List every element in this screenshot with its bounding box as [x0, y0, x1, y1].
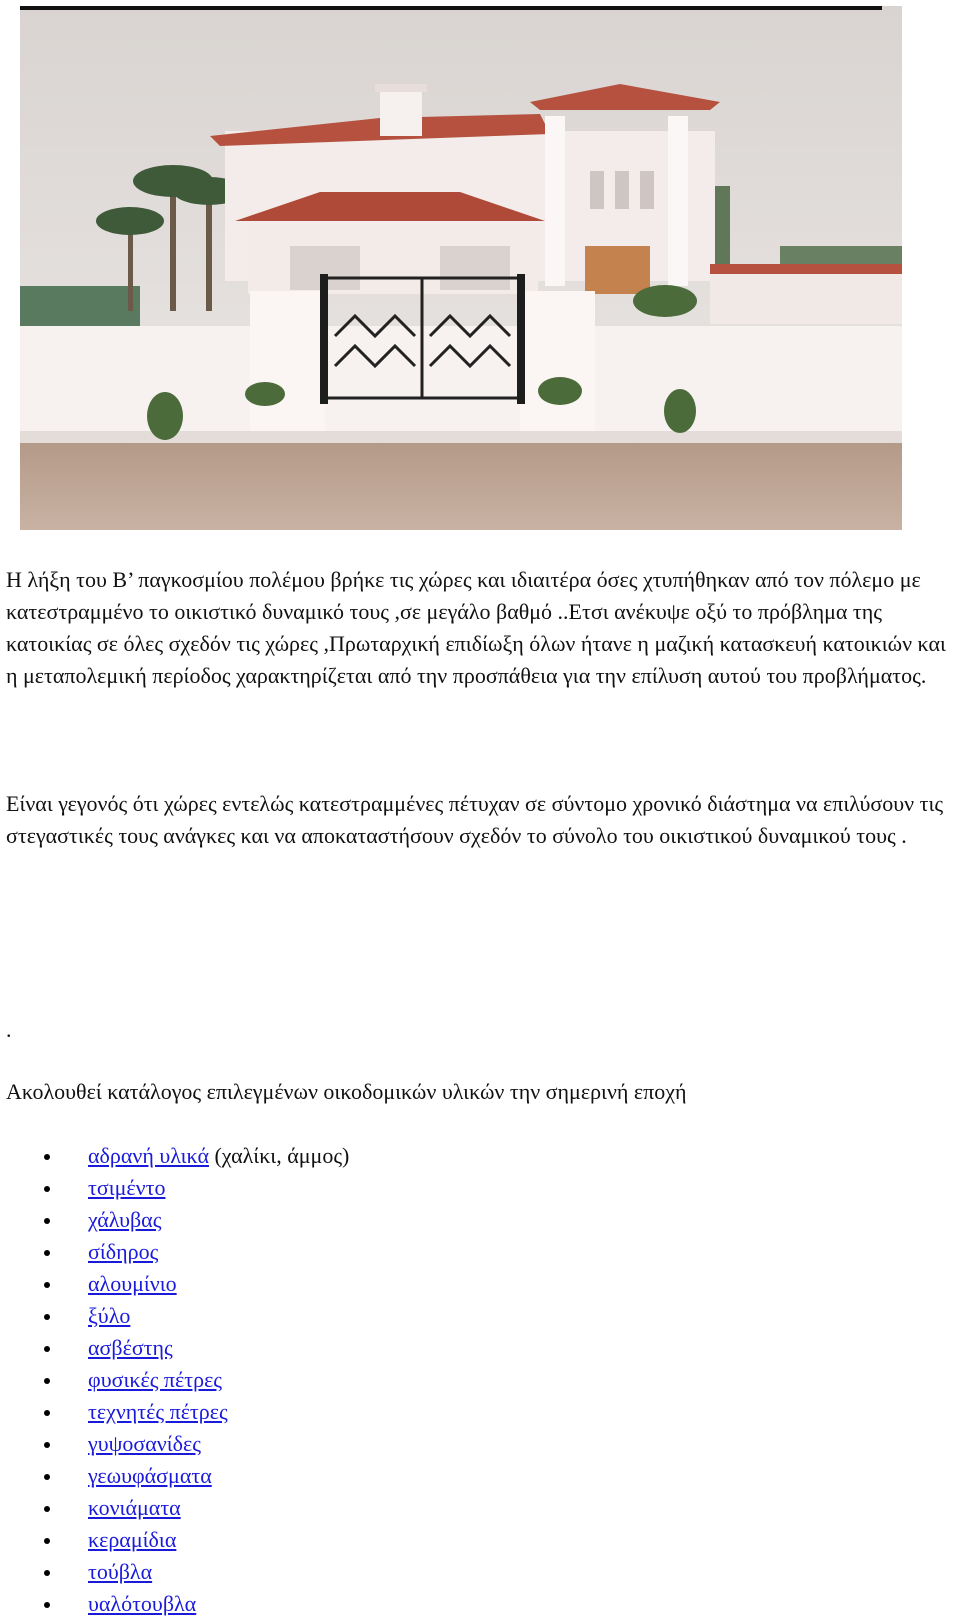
list-item	[0, 1428, 349, 1460]
list-item	[0, 1556, 349, 1588]
list-item	[0, 1332, 349, 1364]
list-item	[0, 1204, 349, 1236]
bullet-icon	[44, 1378, 50, 1384]
bullet-icon	[44, 1314, 50, 1320]
material-link[interactable]: κεραμίδια	[88, 1527, 177, 1552]
list-item	[0, 1588, 349, 1620]
list-item	[0, 1268, 349, 1300]
material-link[interactable]: φυσικές πέτρες	[88, 1367, 223, 1392]
list-item	[0, 1300, 349, 1332]
material-note: (χαλίκι, άμμος)	[208, 1143, 350, 1168]
list-item	[0, 1492, 349, 1524]
house-photo	[20, 6, 902, 530]
bullet-icon	[44, 1282, 50, 1288]
list-item	[0, 1236, 349, 1268]
bullet-icon	[44, 1218, 50, 1224]
material-link[interactable]: ασβέστης	[88, 1335, 173, 1360]
bullet-icon	[44, 1506, 50, 1512]
bullet-icon	[44, 1474, 50, 1480]
bullet-icon	[44, 1346, 50, 1352]
material-link[interactable]: χάλυβας	[88, 1207, 162, 1232]
bullet-icon	[44, 1602, 50, 1608]
paragraph-reconstruction: Είναι γεγονός ότι χώρες εντελώς κατεστραμμένες πέτυχαν σε σύντομο χρονικό διάστημα να επιλύσουν τις στεγαστικές τους ανάγκες και να αποκαταστήσουν σχεδόν το σύνολο του οικιστικού δυναμικού τους .	[6, 791, 944, 848]
material-link[interactable]: γυψοσανίδες	[88, 1431, 201, 1456]
bullet-icon	[44, 1538, 50, 1544]
material-link[interactable]: αλουμίνιο	[88, 1271, 177, 1296]
bullet-icon	[44, 1154, 50, 1160]
materials-list	[0, 1140, 349, 1620]
separator-dot: .	[6, 1017, 12, 1042]
material-link[interactable]: ξύλο	[88, 1303, 131, 1328]
bullet-icon	[44, 1442, 50, 1448]
bullet-icon	[44, 1410, 50, 1416]
list-item	[0, 1396, 349, 1428]
material-link[interactable]: υαλότουβλα	[88, 1591, 197, 1616]
bullet-icon	[44, 1570, 50, 1576]
bullet-icon	[44, 1250, 50, 1256]
list-item	[0, 1364, 349, 1396]
material-link[interactable]: τεχνητές πέτρες	[88, 1399, 228, 1424]
material-link[interactable]: κονιάματα	[88, 1495, 181, 1520]
materials-intro: Ακολουθεί κατάλογος επιλεγμένων οικοδομικών υλικών την σημερινή εποχή	[6, 1079, 687, 1104]
material-link[interactable]: τσιμέντο	[88, 1175, 166, 1200]
material-link[interactable]: σίδηρος	[88, 1239, 159, 1264]
material-link[interactable]: γεωυφάσματα	[88, 1463, 212, 1488]
bullet-icon	[44, 1186, 50, 1192]
material-link[interactable]: τούβλα	[88, 1559, 153, 1584]
list-item	[0, 1460, 349, 1492]
paragraph-postwar-housing: Η λήξη του Β’ παγκοσμίου πολέμου βρήκε τις χώρες και ιδιαιτέρα όσες χτυπήθηκαν από τον πόλεμο με κατεστραμμένο το οικιστικό δυναμικό τους ,σε μεγάλο βαθμό ..Ετσι ανέκυψε οξύ το πρόβλημα της κατοικίας σε όλες σχεδόν τις χώρες ,Πρωταρχική επιδίωξη όλων ήτανε η μαζική κατασκευή κατοικιών και η μεταπολεμική περίοδος χαρακτηρίζεται από την προσπάθεια για την επίλυση αυτού του προβλήματος.	[6, 567, 946, 688]
list-item	[0, 1172, 349, 1204]
list-item	[0, 1140, 349, 1172]
material-link[interactable]: αδρανή υλικά	[88, 1143, 209, 1168]
list-item	[0, 1524, 349, 1556]
